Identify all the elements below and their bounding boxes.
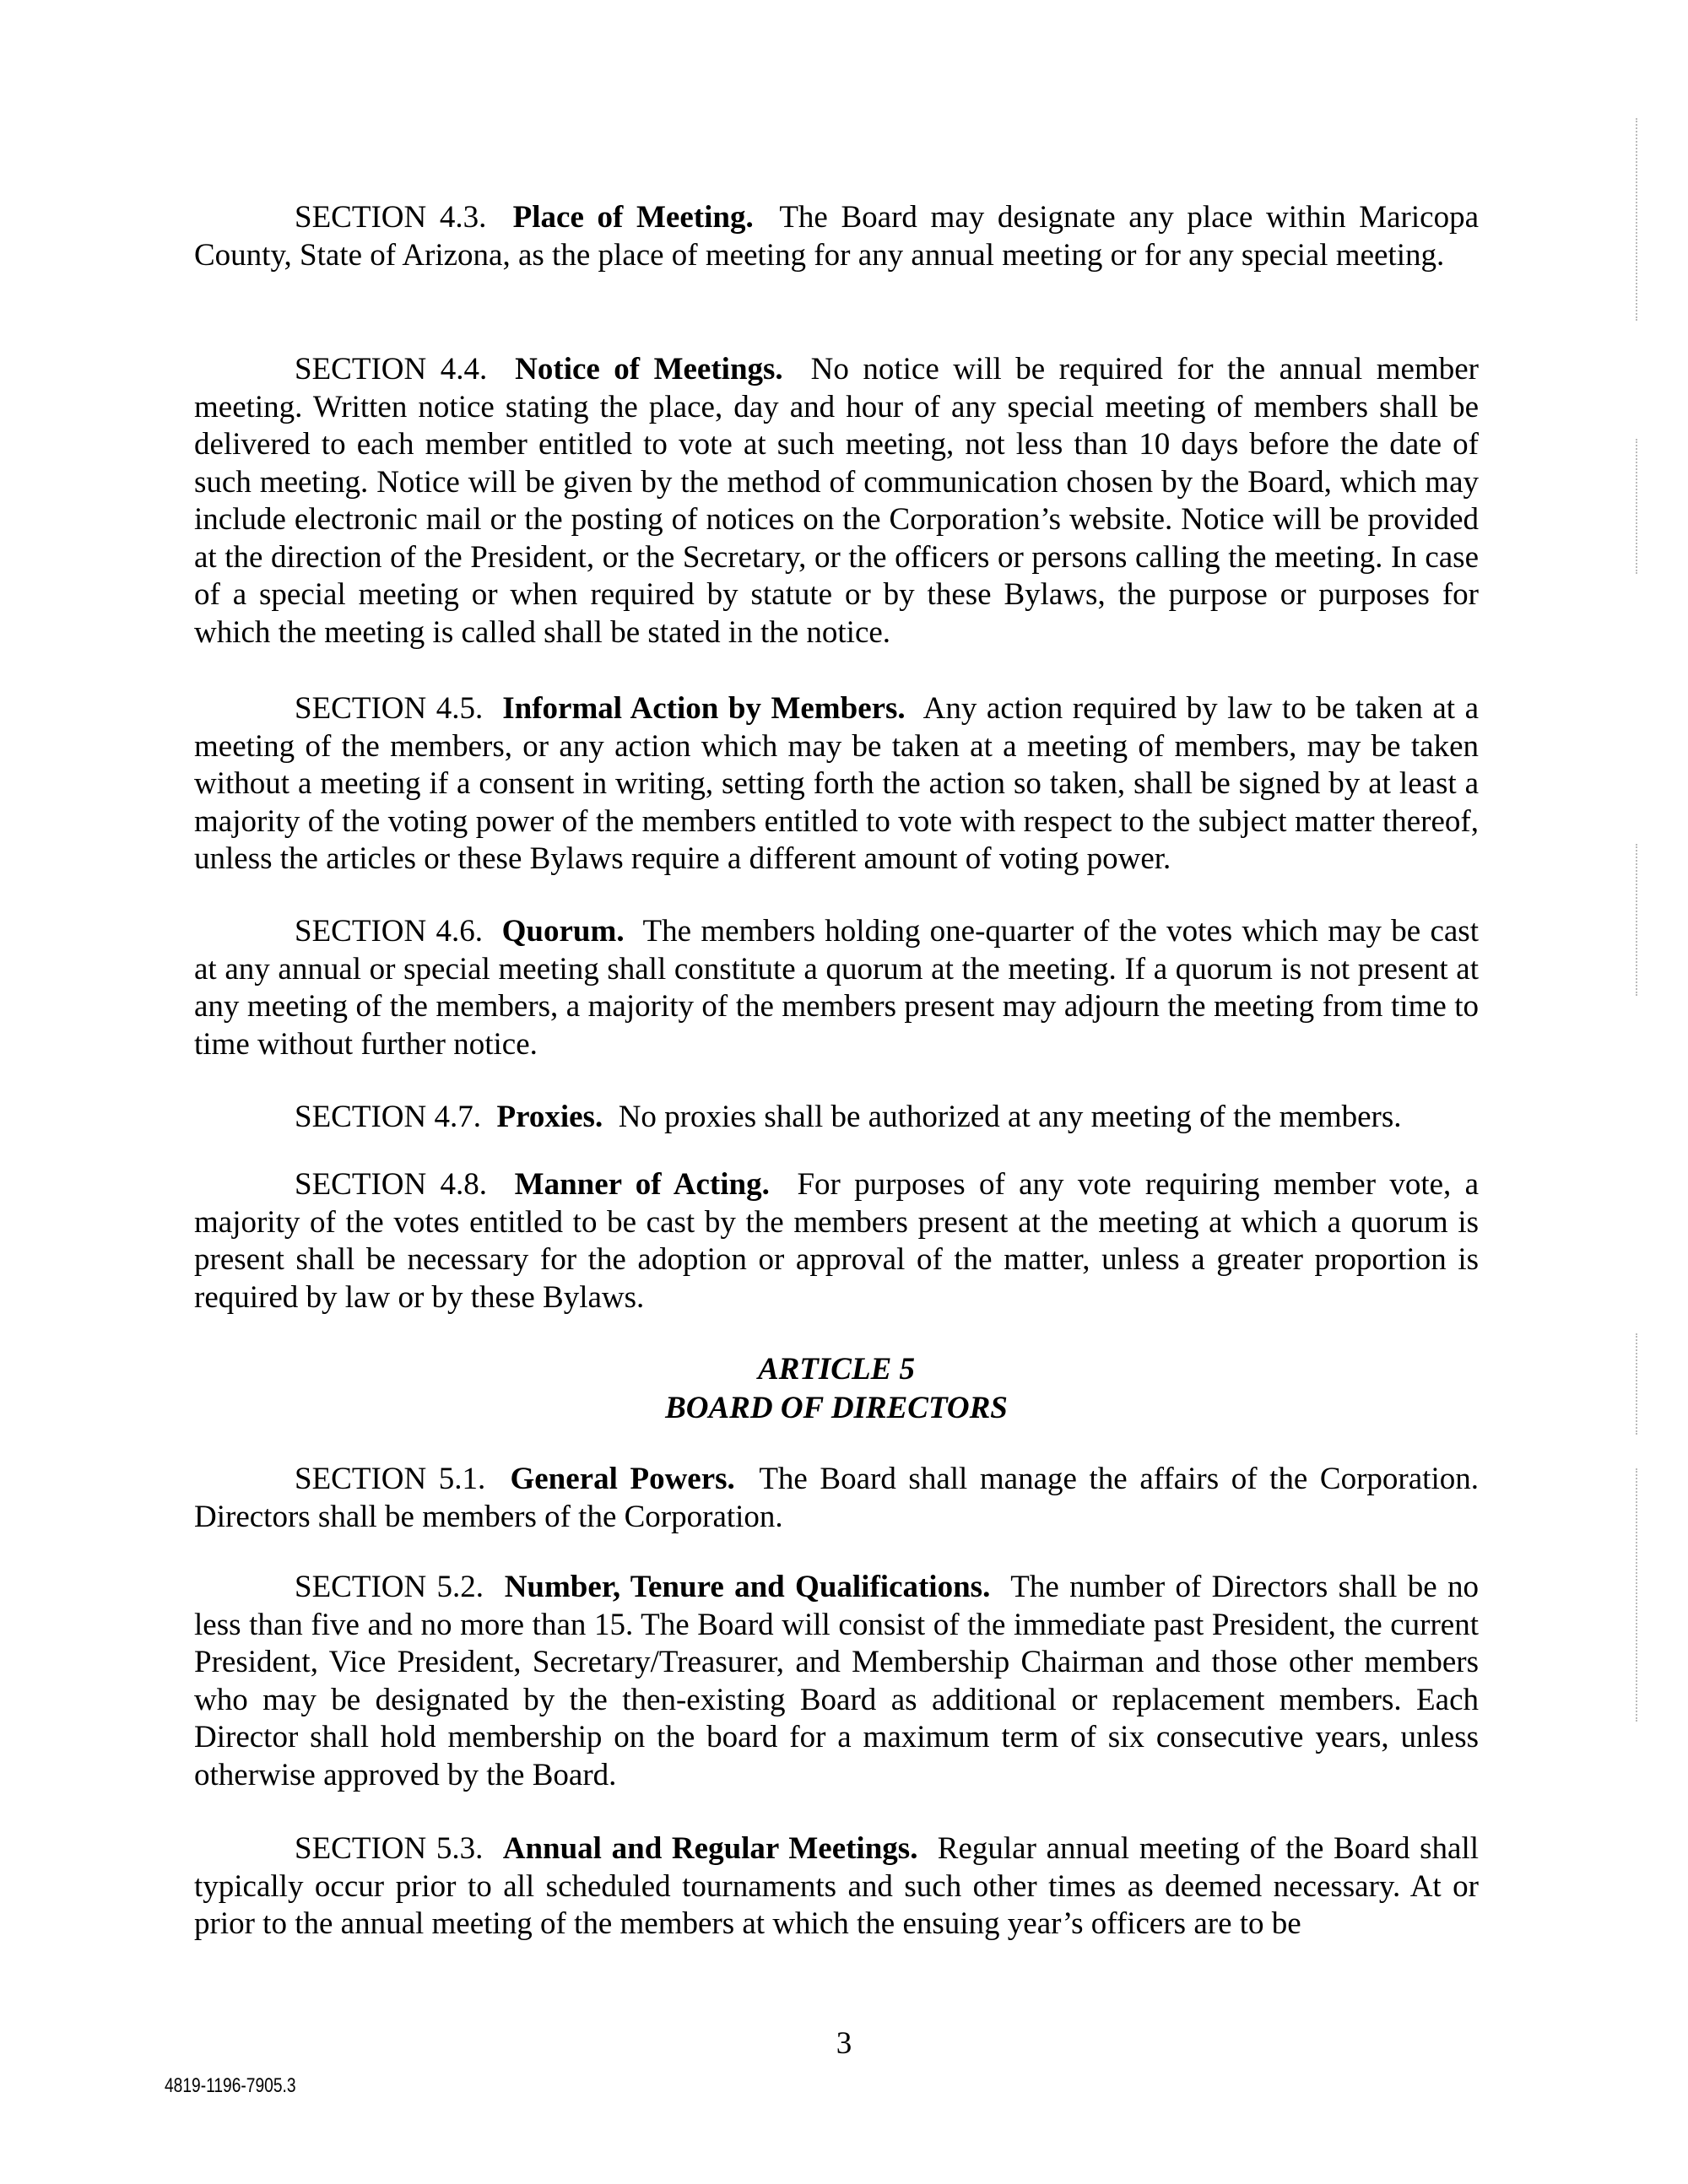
article-title: BOARD OF DIRECTORS [665, 1391, 1008, 1425]
margin-scan-marks [1636, 439, 1640, 574]
section-text: No notice will be required for the annual member meeting. Written notice stating the place, day and hour of any special meeting of members shall be delivered to each member entitled to vote at such meeting, not less than 10 days before the date of such meeting. Notice will be given by the method of communication chosen by the Board, which may include electronic mail or the posting of notices on the Corporation’s website. Notice will be provided at the direction of the President, or the Secretary, or the officers or persons calling the meeting. In case of a special meeting or when required by statute or by these Bylaws, the purpose or purposes for which the meeting is called shall be stated in the notice. [194, 352, 1479, 650]
section-title: Informal Action by Members. [502, 691, 906, 726]
section-text: The number of Directors shall be no less than five and no more than 15. The Board will consist of the immediate past President, the current President, Vice President, Secretary/Treasurer, and Membership Chairman and those other members who may be designated by the then-existing Board as additional or replacement members. Each Director shall hold membership on the board for a maximum term of six consecutive years, unless otherwise approved by the Board. [194, 1570, 1480, 1792]
section-label: SECTION 4.4. [295, 352, 488, 387]
section-title: Proxies. [496, 1100, 603, 1134]
section-label: SECTION 5.1. [295, 1462, 486, 1496]
section-title: General Powers. [510, 1462, 735, 1496]
section-label: SECTION 4.6. [295, 914, 484, 949]
section-title: Notice of Meetings. [515, 352, 783, 387]
section-4-3 [194, 199, 1479, 274]
section-text: The members holding one-quarter of the votes which may be cast at any annual or special meeting shall constitute a quorum at the meeting. If a quorum is not present at any meeting of the members, a majority of the members present may adjourn the meeting from time to time without further notice. [194, 914, 1479, 1062]
section-title: Annual and Regular Meetings. [502, 1831, 918, 1866]
section-text: For purposes of any vote requiring member vote, a majority of the votes entitled to be cast by the members present at the meeting at which a quorum is present shall be necessary for the adoption or approval of the matter, unless a greater proportion is required by law or by these Bylaws. [194, 1167, 1479, 1315]
document-id: 4819-1196-7905.3 [165, 2074, 296, 2097]
section-text: Regular annual meeting of the Board shall typically occur prior to all scheduled tournaments and such other times as deemed necessary. At or prior to the annual meeting of the members at which the ensuing year’s officers are to be [194, 1831, 1480, 1941]
section-label: SECTION 4.7. [295, 1100, 481, 1134]
section-text: No proxies shall be authorized at any meeting of the members. [618, 1100, 1402, 1134]
section-label: SECTION 5.2. [295, 1570, 484, 1604]
section-text: The Board may designate any place within Maricopa County, State of Arizona, as the place of meeting for any annual meeting or for any special meeting. [194, 200, 1479, 273]
margin-scan-marks [1636, 1333, 1640, 1435]
section-title: Quorum. [501, 914, 625, 949]
section-5-2 [194, 1569, 1479, 1794]
section-label: SECTION 4.3. [295, 200, 487, 235]
section-4-5 [194, 690, 1479, 878]
margin-scan-marks [1636, 118, 1640, 321]
section-5-3 [194, 1830, 1479, 1943]
section-4-8 [194, 1166, 1479, 1316]
section-5-1 [194, 1461, 1479, 1536]
margin-scan-marks [1636, 844, 1640, 996]
section-4-7 [194, 1099, 1479, 1137]
section-title: Place of Meeting. [512, 200, 754, 235]
section-4-4 [194, 351, 1479, 651]
section-text: The Board shall manage the affairs of the Corporation. Directors shall be members of the Corporation. [194, 1462, 1479, 1534]
section-title: Manner of Acting. [514, 1167, 770, 1202]
section-title: Number, Tenure and Qualifications. [504, 1570, 991, 1604]
section-label: SECTION 4.5. [295, 691, 484, 726]
article-number: ARTICLE 5 [757, 1352, 916, 1387]
page-number: 3 [836, 2026, 852, 2061]
section-label: SECTION 5.3. [295, 1831, 484, 1866]
section-label: SECTION 4.8. [295, 1167, 488, 1202]
section-4-6 [194, 913, 1479, 1063]
section-text: Any action required by law to be taken at a meeting of the members, or any action which may be taken at a meeting of members, may be taken without a meeting if a consent in writing, setting forth the action so taken, shall be signed by at least a majority of the voting power of the members entitled to vote with respect to the subject matter thereof, unless the articles or these Bylaws require a different amount of voting power. [194, 691, 1479, 876]
margin-scan-marks [1636, 1468, 1640, 1722]
